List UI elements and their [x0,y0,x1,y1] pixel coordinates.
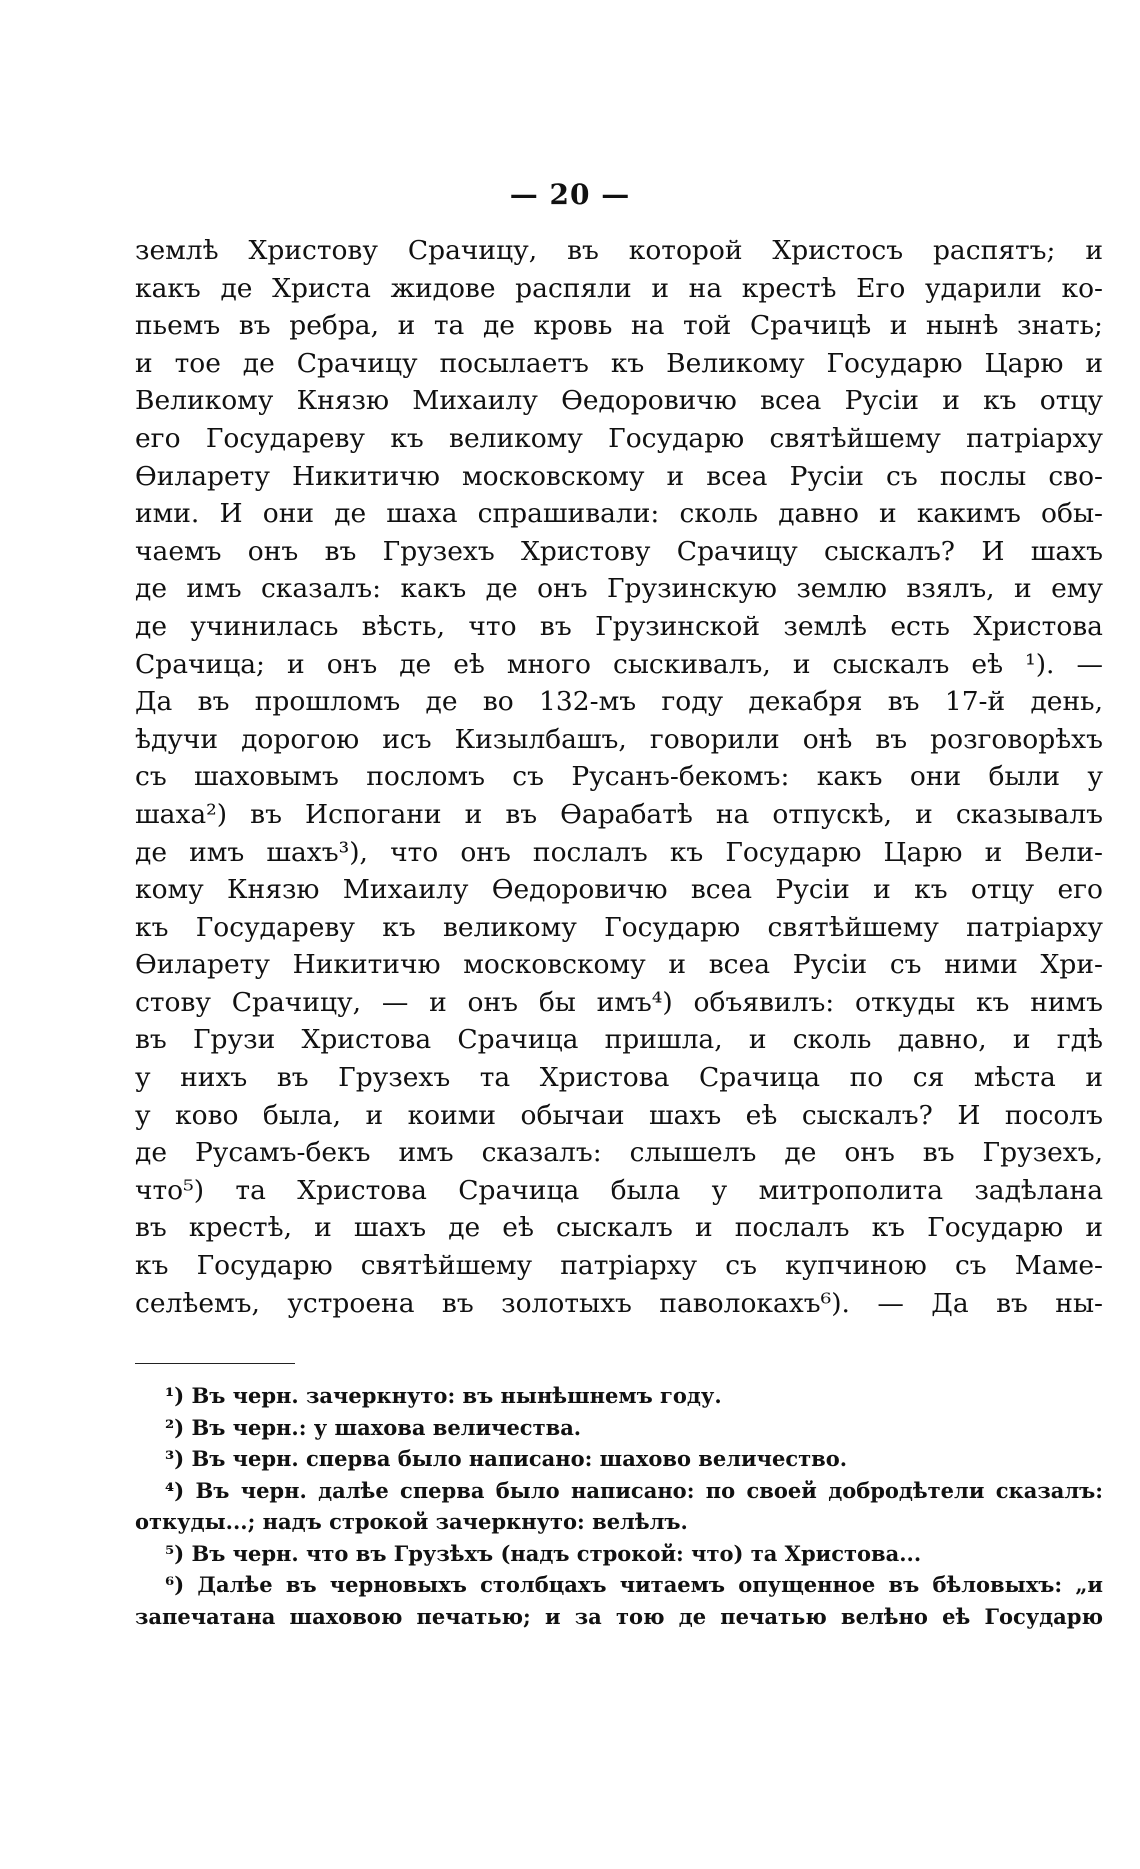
page-number: — 20 — [509,178,631,211]
text-line: землѣ Христову Срачицу, въ которой Христосъ распятъ; и [135,235,1103,266]
text-line: Да въ прошломъ де во 132-мъ году декабря въ 17-й день, [135,686,1103,718]
text-line: Великому Князю Михаилу Өедоровичю всеа Русіи и къ отцу [135,385,1103,417]
text-line: селѣемъ, устроена въ золотыхъ паволокахъ⁶). — Да въ ны- [135,1287,1103,1319]
text-line: къ Государю святѣйшему патріарху съ купчиною съ Маме- [135,1250,1103,1282]
text-line: де учинилась вѣсть, что въ Грузинской землѣ есть Христова [135,610,1103,642]
footnote-4-continuation: откуды...; надъ строкой зачеркнуто: велѣлъ. [135,1509,688,1534]
text-line: кому Князю Михаилу Өедоровичю всеа Русіи и къ отцу его [135,874,1103,906]
footnote-6: ⁶) Далѣе въ черновыхъ столбцахъ читаемъ опущенное въ бѣловыхъ: „и [165,1572,1103,1597]
body-text [135,232,1103,1322]
footnote-1: ¹) Въ черн. зачеркнуто: въ нынѣшнемъ году. [165,1383,722,1408]
text-line: пьемъ въ ребра, и та де кровь на той Срачицѣ и нынѣ знать; [135,310,1103,342]
footnote-2: ²) Въ черн.: у шахова величества. [165,1414,582,1440]
text-line: и тое де Срачицу посылаетъ къ Великому Государю Царю и [135,347,1103,379]
text-line: его Государеву къ великому Государю святѣйшему патріарху [135,422,1103,454]
text-line: чаемъ онъ въ Грузехъ Христову Срачицу сыскалъ? И шахъ [135,535,1103,567]
text-line: де имъ шахъ³), что онъ послалъ къ Государю Царю и Вели- [135,836,1103,868]
text-line: стову Срачицу, — и онъ бы имъ⁴) объявилъ: откуды къ нимъ [135,986,1103,1018]
text-line: у ково была, и коими обычаи шахъ еѣ сыскалъ? И посолъ [135,1099,1103,1131]
text-line: де имъ сказалъ: какъ де онъ Грузинскую землю взялъ, и ему [135,573,1103,605]
text-line: ѣдучи дорогою исъ Кизылбашъ, говорили онѣ въ розговорѣхъ [135,723,1103,755]
text-line: ими. И они де шаха спрашивали: сколь давно и какимъ обы- [135,498,1103,530]
text-line: Өиларету Никитичю московскому и всеа Русіи съ ними Хри- [135,949,1103,981]
text-line: шаха²) въ Испогани и въ Өарабатѣ на отпускѣ, и сказывалъ [135,798,1103,830]
text-line: у нихъ въ Грузехъ та Христова Срачица по ся мѣста и [135,1062,1103,1094]
footnote-4: ⁴) Въ черн. далѣе сперва было написано: по своей добродѣтели сказалъ: [165,1477,1103,1503]
text-line: что⁵) та Христова Срачица была у митрополита задѣлана [135,1174,1103,1206]
text-line: Өиларету Никитичю московскому и всеа Русіи съ послы сво- [135,460,1103,492]
text-line: въ крестѣ, и шахъ де еѣ сыскалъ и послалъ къ Государю и [135,1212,1103,1244]
text-line: де Русамъ-бекъ имъ сказалъ: слышелъ де онъ въ Грузехъ, [135,1137,1103,1169]
footnote-6-continuation: запечатана шаховою печатью; и за тою де печатью велѣно еѣ Государю [135,1603,1103,1629]
text-line: въ Грузи Христова Срачица пришла, и сколь давно, и гдѣ [135,1024,1103,1056]
text-line: какъ де Христа жидове распяли и на крестѣ Его ударили ко- [135,272,1103,304]
text-line: Срачица; и онъ де еѣ много сыскивалъ, и сыскалъ еѣ ¹). — [135,648,1103,680]
text-line: къ Государеву къ великому Государю святѣйшему патріарху [135,911,1103,943]
footnote-3: ³) Въ черн. сперва было написано: шахово величество. [165,1446,848,1471]
footnote-divider [135,1363,295,1364]
footnotes [135,1380,1103,1632]
footnote-5: ⁵) Въ черн. что въ Грузѣхъ (надъ строкой: что) та Христова... [165,1540,922,1566]
text-line: съ шаховымъ посломъ съ Русанъ-бекомъ: какъ они были у [135,761,1103,793]
